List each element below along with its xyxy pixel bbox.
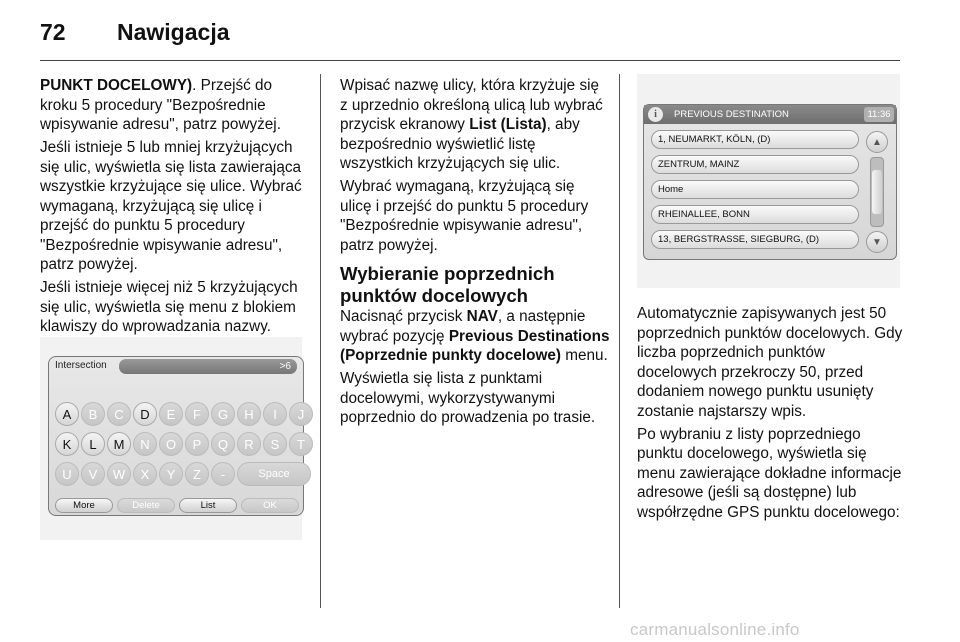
key-c[interactable]: C <box>107 402 131 426</box>
section-heading: Wybieranie poprzednich punktów docelowych <box>340 263 555 306</box>
delete-button[interactable]: Delete <box>117 498 175 513</box>
key-h[interactable]: H <box>237 402 261 426</box>
header-rule <box>40 60 900 61</box>
key-dash[interactable]: - <box>211 462 235 486</box>
destination-item[interactable]: RHEINALLEE, BONN <box>651 205 859 224</box>
key-s[interactable]: S <box>263 432 287 456</box>
page-number: 72 <box>40 19 66 45</box>
key-l[interactable]: L <box>81 432 105 456</box>
scroll-down-icon[interactable]: ▼ <box>866 231 888 253</box>
destination-item[interactable]: 13, BERGSTRASSE, SIEGBURG, (D) <box>651 230 859 249</box>
col2-p1-text-a: Wpisać nazwę ulicy, która krzyżuje się z uprzednio określoną ulicą lub wybrać przycisk ekranowy <box>340 77 603 133</box>
scroll-up-icon[interactable]: ▲ <box>866 131 888 153</box>
keyboard-screenshot <box>40 337 305 540</box>
key-y[interactable]: Y <box>159 462 183 486</box>
ok-button[interactable]: OK <box>241 498 299 513</box>
col1-p1-bold: PUNKT DOCELOWY) <box>40 77 193 94</box>
match-count: >6 <box>279 361 291 372</box>
key-d[interactable]: D <box>133 402 157 426</box>
col2-p3-bold-menu: Previous Destinations (Poprzednie punkty docelowe) <box>340 327 610 364</box>
col2-p3-text-c: menu. <box>560 347 608 364</box>
key-k[interactable]: K <box>55 432 79 456</box>
destination-item[interactable]: Home <box>651 180 859 199</box>
col2-p3-bold-nav: NAV <box>466 308 498 325</box>
key-j[interactable]: J <box>289 402 313 426</box>
list-button[interactable]: List <box>179 498 237 513</box>
col1-p1-text: . Przejść do kroku 5 procedury "Bezpośrednie wpisywanie adresu", patrz powyżej. <box>40 77 281 133</box>
col2-paragraph-2: Wybrać wymaganą, krzyżującą się ulicę i przejść do punktu 5 procedury "Bezpośrednie wpisywanie adresu", patrz powyżej. <box>340 178 589 254</box>
key-row-2 <box>55 432 313 456</box>
clock: 11:36 <box>864 107 894 122</box>
col2-p1-bold: List (Lista) <box>469 116 547 133</box>
col2-p1-text-b: , aby bezpośrednio wyświetlić listę wszystkich krzyżujących się ulic. <box>340 116 580 172</box>
key-row-3 <box>55 462 311 486</box>
key-f[interactable]: F <box>185 402 209 426</box>
column-divider-2 <box>619 74 620 608</box>
key-row-1 <box>55 402 313 426</box>
screen-title: PREVIOUS DESTINATION <box>674 109 789 120</box>
col2-p3-text-b: , a następnie wybrać pozycję <box>340 308 586 345</box>
col2-p3-text-a: Nacisnąć przycisk <box>340 308 467 325</box>
col2-paragraph-1 <box>340 76 610 174</box>
key-u[interactable]: U <box>55 462 79 486</box>
keyboard-buttons <box>55 498 299 513</box>
keyboard-title: Intersection <box>55 360 107 371</box>
key-n[interactable]: N <box>133 432 157 456</box>
col1-paragraph-3: Jeśli istnieje więcej niż 5 krzyżujących się ulic, wyświetla się menu z blokiem klawiszy do wprowadzania nazwy. <box>40 279 298 335</box>
scroll-track[interactable] <box>870 157 884 227</box>
key-x[interactable]: X <box>133 462 157 486</box>
key-r[interactable]: R <box>237 432 261 456</box>
key-b[interactable]: B <box>81 402 105 426</box>
key-e[interactable]: E <box>159 402 183 426</box>
key-i[interactable]: I <box>263 402 287 426</box>
key-q[interactable]: Q <box>211 432 235 456</box>
col1-paragraph-2: Jeśli istnieje 5 lub mniej krzyżujących się ulic, wyświetla się lista zawierająca wszystkie krzyżujące się ulice. Wybrać wymaganą, krzyżującą się ulicę i przejść do punktu 5 procedury "Bezpośrednie wpisywanie adresu", patrz powyżej. <box>40 139 302 273</box>
destination-item[interactable]: ZENTRUM, MAINZ <box>651 155 859 174</box>
key-w[interactable]: W <box>107 462 131 486</box>
scroll-thumb[interactable] <box>872 170 882 214</box>
watermark: carmanualsonline.info <box>630 620 800 639</box>
scrollbar[interactable] <box>866 131 888 253</box>
key-a[interactable]: A <box>55 402 79 426</box>
col2-paragraph-4: Wyświetla się lista z punktami docelowymi, wykorzystywanymi poprzednio do prowadzenia po trasie. <box>340 370 596 426</box>
key-t[interactable]: T <box>289 432 313 456</box>
column-divider-1 <box>320 74 321 608</box>
key-space[interactable]: Space <box>237 462 311 486</box>
key-o[interactable]: O <box>159 432 183 456</box>
screen-header <box>644 105 896 124</box>
previous-destinations-screen <box>643 104 897 260</box>
col3-paragraph-1: Automatycznie zapisywanych jest 50 poprzednich punktów docelowych. Gdy liczba poprzednich punktów docelowych przekroczy 50, przed dodaniem nowego punktu usunięty zostanie najstarszy wpis. <box>637 305 903 420</box>
key-g[interactable]: G <box>211 402 235 426</box>
col3-paragraph-2: Po wybraniu z listy poprzedniego punktu docelowego, wyświetla się menu zawierające dokładne informacje adresowe (jeśli są dostępne) lub współrzędne GPS punktu docelowego: <box>637 425 902 521</box>
key-p[interactable]: P <box>185 432 209 456</box>
col1-paragraph-1 <box>40 76 308 135</box>
column-1 <box>40 76 308 340</box>
column-3 <box>637 304 907 526</box>
destination-item[interactable]: 1, NEUMARKT, KÖLN, (D) <box>651 130 859 149</box>
key-v[interactable]: V <box>81 462 105 486</box>
col2-paragraph-3 <box>340 307 610 366</box>
input-bar[interactable] <box>119 359 297 374</box>
page-title: Nawigacja <box>117 19 230 45</box>
key-m[interactable]: M <box>107 432 131 456</box>
previous-destinations-screenshot <box>637 74 900 288</box>
key-z[interactable]: Z <box>185 462 209 486</box>
keyboard-screen <box>48 356 304 516</box>
more-button[interactable]: More <box>55 498 113 513</box>
column-2 <box>340 76 610 431</box>
info-icon[interactable]: i <box>648 107 663 122</box>
